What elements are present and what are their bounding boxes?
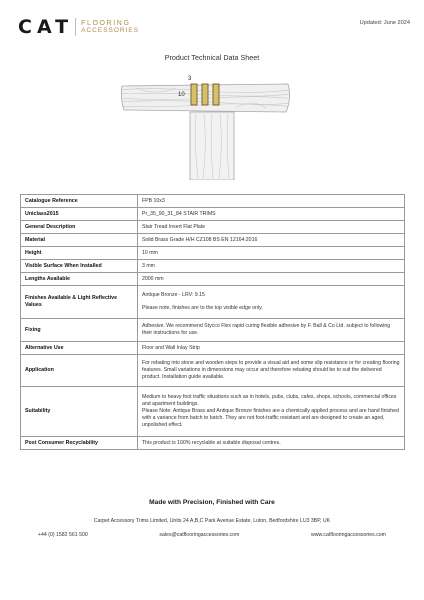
footer-contact [38, 532, 386, 538]
footer-email[interactable]: sales@catflooringaccessories.com [159, 532, 240, 538]
spec-label: General Description [21, 221, 138, 234]
finish-value: Antique Bronze - LRV: 9.15 [142, 292, 205, 298]
cat-logo [18, 16, 139, 38]
spec-value: 2000 mm [138, 273, 405, 286]
spec-value [138, 286, 405, 319]
spec-label: Suitability [21, 387, 138, 437]
spec-label: Finishes Available & Light Reflective Values [21, 286, 138, 319]
spec-value [138, 387, 405, 437]
logo-sub-flooring: FLOORING [81, 20, 131, 27]
spec-value: For rebating into stone and wooden steps to provide a visual aid and some slip resistance or for creating flooring features. Small variations in dimensions may occur and therefore rebating should be to suit the delivered product. Installation guide available. [138, 355, 405, 387]
footer-phone: +44 (0) 1582 561 500 [38, 532, 88, 538]
footer-tagline: Made with Precision, Finished with Care [149, 499, 275, 506]
spec-value: 10 mm [138, 247, 405, 260]
spec-value: FPB 10x3 [138, 195, 405, 208]
spec-value: Floor and Wall Inlay Strip [138, 342, 405, 355]
spec-label: Fixing [21, 319, 138, 342]
spec-label: Visible Surface When Installed [21, 260, 138, 273]
spec-table [20, 194, 405, 450]
spec-label: Height [21, 247, 138, 260]
spec-label: Application [21, 355, 138, 387]
page-header [18, 14, 410, 42]
dimension-height-label: 3 [188, 76, 192, 82]
table-row [21, 208, 405, 221]
logo-divider [75, 18, 76, 36]
table-row [21, 234, 405, 247]
finish-note: Please note, finishes are to the top visible edge only. [142, 305, 263, 311]
table-row [21, 355, 405, 387]
logo-wordmark: CAT [18, 16, 74, 38]
footer-website[interactable]: www.catflooringaccessories.com [311, 532, 386, 538]
spec-label: Lengths Available [21, 273, 138, 286]
logo-sub-accessories: ACCESSORIES [81, 27, 140, 34]
spec-value: Adhesive. We recommend Stycco Flex rapid curing flexible adhesive by F. Ball & Co Ltd. subject to following their instructions for use. [138, 319, 405, 342]
table-row [21, 195, 405, 208]
footer-address: Carpet Accessory Trims Limited, Units 24 A,B,C Park Avenue Estate, Luton, Bedfordshire LU3 3BP, UK [93, 518, 331, 524]
spec-label: Catalogue Reference [21, 195, 138, 208]
logo-subtitle [81, 20, 139, 34]
spec-label: Alternative Use [21, 342, 138, 355]
spec-label: Uniclass2015 [21, 208, 138, 221]
updated-date: Updated: June 2024 [359, 20, 410, 26]
table-row [21, 286, 405, 319]
stair-riser [190, 112, 234, 180]
spec-value: Pr_35_90_31_84 STAIR TRIMS [138, 208, 405, 221]
spec-value: Solid Brass Grade H/H CZ108 BS EN 12164:2016 [138, 234, 405, 247]
brass-inserts [191, 84, 219, 105]
table-row [21, 387, 405, 437]
spec-label: Post Consumer Recyclability [21, 437, 138, 450]
table-row [21, 437, 405, 450]
dimension-width-label: 10 [178, 92, 185, 98]
spec-value: This product is 100% recyclable at suitable disposal centres. [138, 437, 405, 450]
table-row [21, 221, 405, 234]
table-row [21, 319, 405, 342]
table-row [21, 273, 405, 286]
product-drawing [116, 68, 296, 180]
spec-label: Material [21, 234, 138, 247]
page-title: Product Technical Data Sheet [164, 53, 260, 62]
suitability-note: Please Note: Antique Brass and Antique Bronze finishes are a chemically applied process and are hand finished with a variance from batch to batch. They are not foot-traffic resistant and are designed to create an aged, unpolished effect. [142, 408, 399, 428]
spec-value: Stair Tread Insert Flat Plate [138, 221, 405, 234]
suitability-text: Medium to heavy foot traffic situations such as in hotels, pubs, clubs, cafes, shops, schools, commercial offices and apartment buildings. [142, 394, 397, 407]
table-row [21, 247, 405, 260]
spec-value: 3 mm [138, 260, 405, 273]
table-row [21, 342, 405, 355]
table-row [21, 260, 405, 273]
